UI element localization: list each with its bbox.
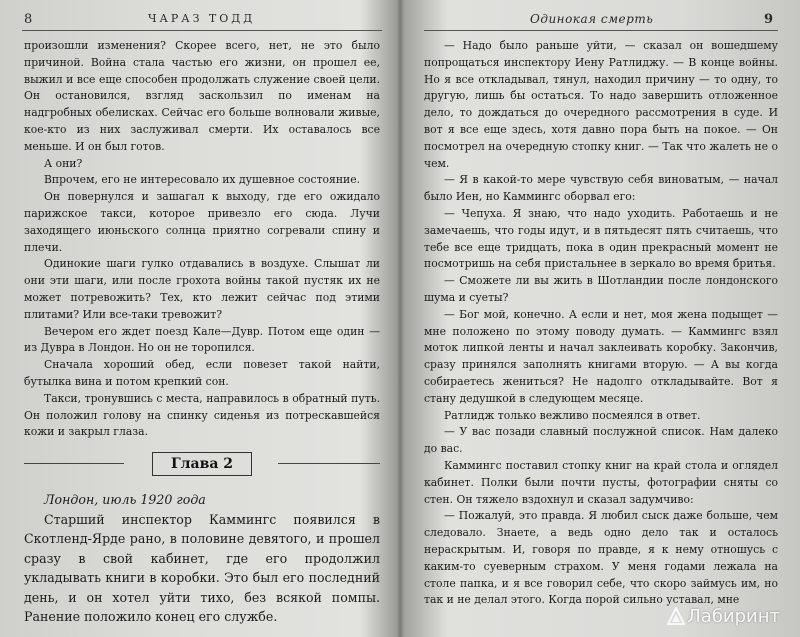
location-line: Лондон, июль 1920 года — [44, 492, 206, 507]
right-page-number: 9 — [764, 12, 774, 27]
paragraph: Такси, тронувшись с места, направилось в обратный путь. Он положил голову на спинку сиденья из потрескавшейся кожи и закрыл глаза. — [24, 391, 380, 439]
left-body-text — [24, 38, 380, 441]
chapter-rule-left — [24, 463, 124, 464]
left-page — [0, 0, 398, 637]
chapter-rule-right — [278, 463, 380, 464]
right-running-title: Одинокая смерть — [530, 12, 654, 26]
paragraph: — Я в какой-то мере чувствую себя виноватым, — начал было Иен, но Каммингс оборвал его: — [424, 173, 778, 204]
paragraph: произошли изменения? Скорее всего, нет, не это было причиной. Война стала частью его жизни, он прошел ее, выжил и все еще способен продолжать служение своей цели. Он остановился, взгляд заскользил по именам на надгробных обелисках. Сейчас его больше волновали живые, кое-кто из них заслуживал смерти. Их оставалось все меньше. И он был готов. — [24, 39, 380, 153]
chapter-body — [24, 490, 380, 627]
paragraph: — Чепуха. Я знаю, что надо уходить. Работаешь и не замечаешь, что годы идут, и в пятьдесят пять считаешь, что тебе все еще тридцать, пока в один прекрасный момент не посмотришь на себя пристальнее в зеркало во время бритья. — [424, 206, 778, 271]
paragraph: — У вас позади славный послужной список. Нам далеко до вас. — [424, 425, 778, 456]
paragraph: — Надо было раньше уйти, — сказал он вошедшему попрощаться инспектору Иену Ратлиджу. — В конце войны. Но я все откладывал, тянул, находил причину — то одну, то другую, лишь бы остаться. То надо завершить отложенное дело, то дождаться до очередного рассмотрения в суде. И вот я все еще здесь, хотя давно пора быть на покое. — Он посмотрел на очередную стопку книг. — Так что жалеть не о чем. — [424, 39, 778, 170]
paragraph: — Пожалуй, это правда. Я любил сыск даже больше, чем следовало. Знаете, а ведь одно дело так и осталось нераскрытым. И, говоря по правде, я к нему отношусь с каким-то суеверным страхом. У меня годами лежала на столе папка, и я все говорил себе, что скоро займусь им, но так и не делал этого. Когда порой сильно уставал, мне — [424, 509, 778, 607]
left-page-number: 8 — [24, 12, 33, 27]
left-running-title: ЧАРАЗ ТОДД — [148, 12, 256, 25]
paragraph: Ратлидж только вежливо посмеялся в ответ. — [444, 408, 701, 422]
paragraph: Вечером его ждет поезд Кале—Дувр. Потом еще один — из Дувра в Лондон. Но он не торопился. — [24, 324, 380, 355]
left-header-rule — [22, 30, 382, 31]
labirint-watermark — [667, 606, 780, 627]
paragraph: — Сможете ли вы жить в Шотландии после лондонского шума и суеты? — [424, 274, 778, 304]
paragraph: Он повернулся и зашагал к выходу, где его ожидало парижское такси, которое привезло его сюда. Лучи заходящего июньского солнца приятно согревали спину и плечи. — [24, 190, 380, 254]
labirint-logo-icon — [667, 607, 685, 625]
chapter-title: Глава 2 — [152, 452, 252, 476]
right-body-text — [424, 38, 778, 609]
right-page — [402, 0, 800, 637]
paragraph: Сначала хороший обед, если повезет такой найти, бутылка вина и потом крепкий сон. — [24, 358, 380, 388]
paragraph: Одинокие шаги гулко отдавались в воздухе. Слышат ли они эти шаги, или после грохота войны такой пустяк их не может потревожить? Тех, кто лежит сейчас под этими плитами? Или все-таки тревожит? — [24, 257, 380, 321]
paragraph: А они? — [44, 156, 83, 170]
paragraph: Старший инспектор Каммингс появился в Скотленд-Ярде рано, в половине девятого, и прошел сразу в свой кабинет, где его продолжил укладывать книги в коробки. Это был его последний день, и он хотел уйти тихо, без всякой помпы. Ранение положило конец его службе. — [24, 511, 380, 624]
paragraph: — Бог мой, конечно. А если и нет, моя жена подыщет — мне положено по этому поводу думать. — Каммингс взял моток липкой ленты и начал заклеивать коробку. Закончив, сразу принялся заполнять книгами вторую. — А вы когда собираетесь жениться? Не надолго откладывайте. Вот я стану дедушкой в следующем месяце. — [424, 307, 778, 405]
watermark-text: Лабиринт — [687, 606, 780, 627]
chapter-heading — [24, 452, 380, 476]
paragraph: Впрочем, его не интересовало их душевное состояние. — [44, 173, 361, 187]
right-header-rule — [424, 30, 778, 31]
paragraph: Каммингс поставил стопку книг на край стола и оглядел кабинет. Полки были почти пусты, фотографии сняты со стен. Он тяжело вздохнул и сказал задумчиво: — [424, 458, 778, 506]
